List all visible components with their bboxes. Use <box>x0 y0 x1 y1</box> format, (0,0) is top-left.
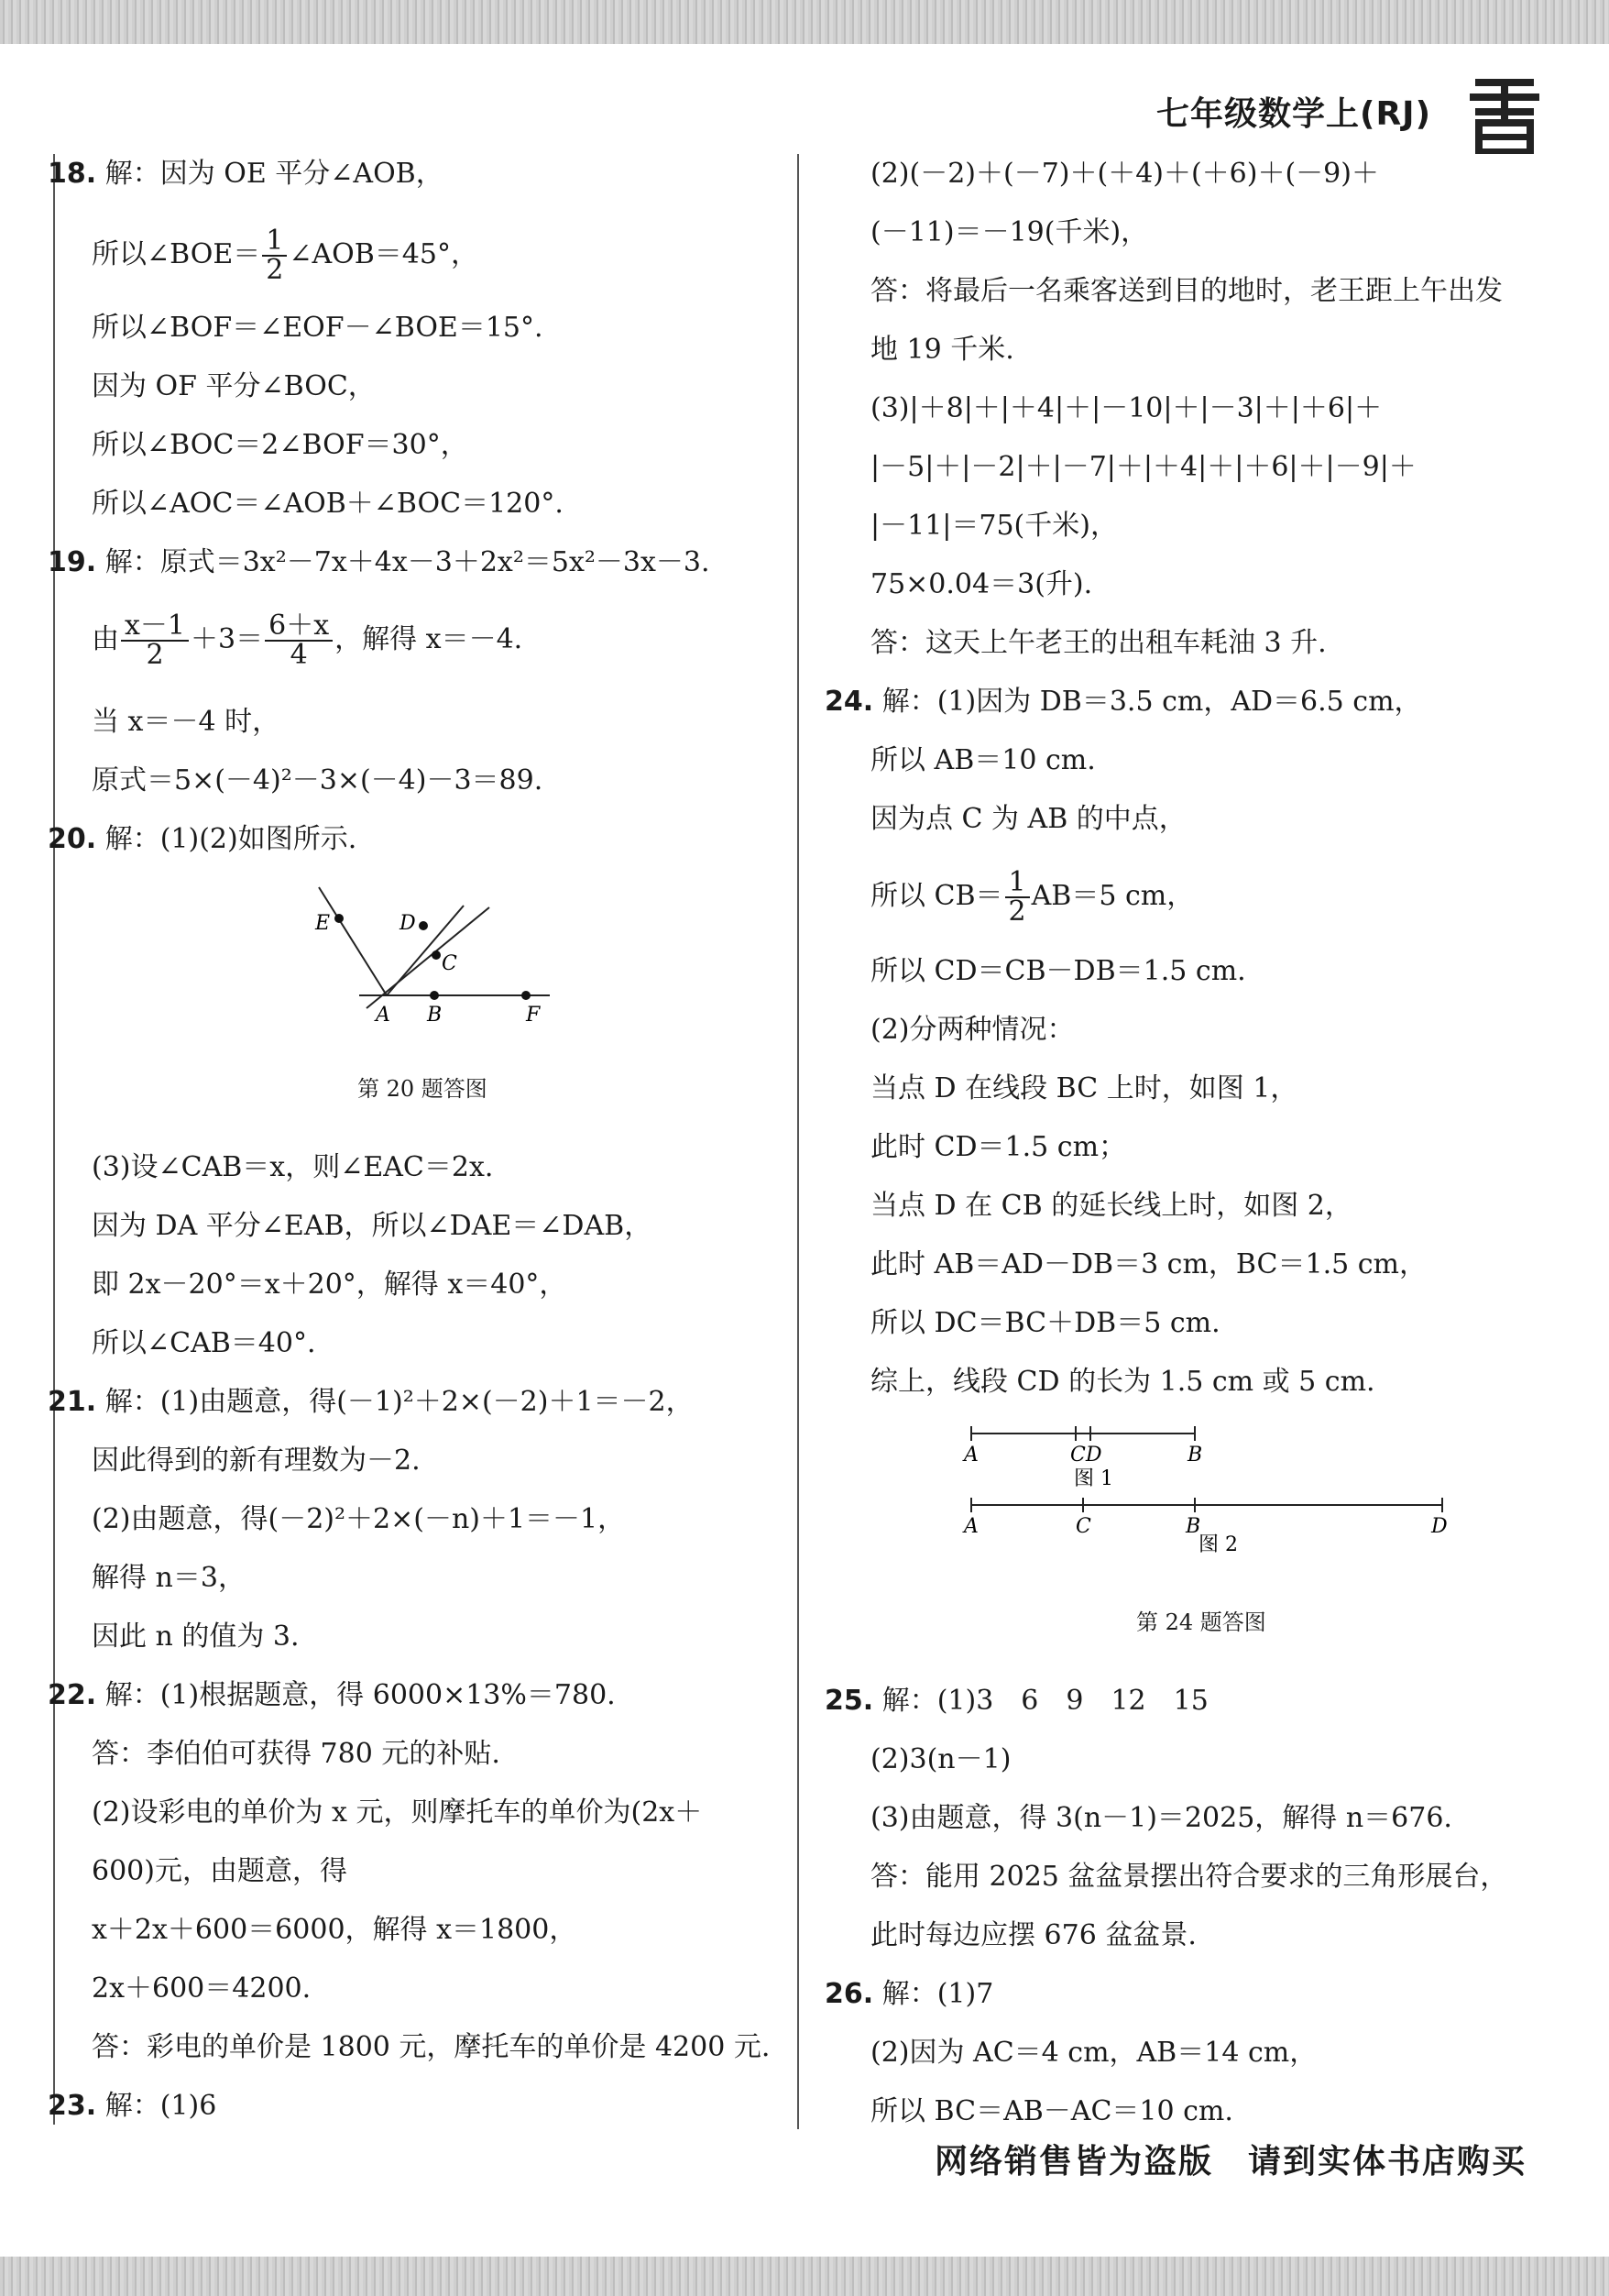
question-25-line-3: (3)由题意，得 3(n－1)＝2025，解得 n＝676. <box>870 1802 1452 1834</box>
solution-text: 解：(1)3 6 9 12 15 <box>881 1685 1209 1717</box>
question-18-line-6: 所以∠AOC＝∠AOB＋∠BOC＝120°. <box>92 488 564 520</box>
question-23-line-6: (3)|＋8|＋|＋4|＋|－10|＋|－3|＋|＋6|＋ <box>870 392 1383 424</box>
question-21-line-2: 因此得到的新有理数为－2. <box>92 1445 421 1477</box>
figure-24-caption: 第 24 题答图 <box>1136 1609 1266 1635</box>
label-fig2-A: A <box>964 1515 979 1538</box>
question-22-line-5: x＋2x＋600＝6000，解得 x＝1800， <box>92 1914 577 1946</box>
solution-text: AB＝5 cm， <box>1031 880 1195 912</box>
question-26-line-2: (2)因为 AC＝4 cm，AB＝14 cm， <box>870 2037 1318 2069</box>
solution-text: 解：(1)(2)如图所示. <box>104 823 357 855</box>
point-E <box>334 914 344 923</box>
question-24-line-12: 综上，线段 CD 的长为 1.5 cm 或 5 cm. <box>870 1366 1375 1398</box>
question-18-line-3: 所以∠BOF＝∠EOF－∠BOE＝15°. <box>92 312 543 344</box>
fraction <box>121 612 189 669</box>
question-24-line-2: 所以 AB＝10 cm. <box>870 744 1096 776</box>
question-number: 20. <box>48 823 97 855</box>
label-fig1-CD: CD <box>1070 1444 1102 1467</box>
label-D: D <box>400 912 416 935</box>
question-23-line-10: 答：这天上午老王的出租车耗油 3 升. <box>870 627 1327 659</box>
label-A: A <box>376 1004 390 1027</box>
left-margin-rule <box>53 154 55 2125</box>
question-18-line-5: 所以∠BOC＝2∠BOF＝30°， <box>92 429 468 461</box>
point-C <box>432 950 441 960</box>
fraction-denominator: 2 <box>1008 895 1026 928</box>
question-25-line-2: (2)3(n－1) <box>870 1743 1012 1775</box>
solution-text: ＋3＝ <box>191 623 264 655</box>
fraction <box>1005 866 1030 928</box>
question-22-line-6: 2x＋600＝4200. <box>92 1972 312 2005</box>
question-number: 24. <box>825 686 874 718</box>
question-24-line-4 <box>870 866 1195 928</box>
question-23-line-9: 75×0.04＝3(升). <box>870 568 1093 600</box>
question-18-line-4: 因为 OF 平分∠BOC， <box>92 370 376 402</box>
question-number: 25. <box>825 1685 874 1717</box>
fraction-numerator: 1 <box>262 227 287 257</box>
point-F <box>521 991 531 1000</box>
question-24-line-5: 所以 CD＝CB－DB＝1.5 cm. <box>870 955 1246 987</box>
label-fig1-A: A <box>964 1444 979 1467</box>
question-20-line-4: 即 2x－20°＝x＋20°，解得 x＝40°， <box>92 1269 567 1301</box>
question-19-line-1 <box>48 544 710 581</box>
fraction-numerator: x－1 <box>121 612 189 642</box>
bottom-scan-band <box>0 2257 1609 2296</box>
solution-text: ∠AOB＝45°， <box>289 238 478 270</box>
figure-20-caption: 第 20 题答图 <box>357 1076 487 1102</box>
fraction-denominator: 2 <box>146 639 164 671</box>
question-number: 23. <box>48 2090 97 2122</box>
question-23-line-8: |－11|＝75(千米)， <box>870 510 1118 542</box>
label-fig2-B: B <box>1186 1515 1201 1538</box>
question-23-line-7: |－5|＋|－2|＋|－7|＋|＋4|＋|＋6|＋|－9|＋ <box>870 451 1417 483</box>
question-18-line-2 <box>92 227 478 284</box>
question-21-line-3: (2)由题意，得(－2)²＋2×(－n)＋1＝－1， <box>92 1503 626 1535</box>
question-21-line-5: 因此 n 的值为 3. <box>92 1620 300 1653</box>
question-22-line-3: (2)设彩电的单价为 x 元，则摩托车的单价为(2x＋ <box>92 1796 703 1829</box>
line-through-A <box>367 907 489 1008</box>
question-24-line-9: 当点 D 在 CB 的延长线上时，如图 2， <box>870 1190 1352 1222</box>
question-24-line-7: 当点 D 在线段 BC 上时，如图 1， <box>870 1072 1298 1104</box>
question-23-line-4: 答：将最后一名乘客送到目的地时，老王距上午出发 <box>870 275 1503 307</box>
question-number: 19. <box>48 546 97 578</box>
question-number: 22. <box>48 1679 97 1711</box>
fraction-denominator: 4 <box>290 639 308 671</box>
question-21-line-4: 解得 n＝3， <box>92 1562 246 1594</box>
label-fig1-B: B <box>1188 1444 1203 1467</box>
question-24-line-6: (2)分两种情况： <box>870 1014 1075 1046</box>
top-scan-band <box>0 0 1609 44</box>
question-23-line-1 <box>48 2088 216 2125</box>
solution-text: ，解得 x＝－4. <box>334 623 523 655</box>
question-21-line-1 <box>48 1384 694 1421</box>
fraction-numerator: 6＋x <box>265 612 333 642</box>
question-22-line-7: 答：彩电的单价是 1800 元，摩托车的单价是 4200 元. <box>92 2031 771 2063</box>
question-23-line-3: (－11)＝－19(千米)， <box>870 216 1149 248</box>
question-20-figure <box>302 880 559 1036</box>
question-22-line-1 <box>48 1677 616 1714</box>
question-number: 21. <box>48 1386 97 1418</box>
solution-text: 解：(1)6 <box>104 2090 217 2122</box>
question-24-line-10: 此时 AB＝AD－DB＝3 cm，BC＝1.5 cm， <box>870 1248 1427 1280</box>
question-25-line-4: 答：能用 2025 盆盆景摆出符合要求的三角形展台， <box>870 1861 1508 1893</box>
solution-text: 由 <box>92 623 119 655</box>
question-19-line-3: 当 x＝－4 时， <box>92 706 280 738</box>
ray-AE <box>319 887 387 995</box>
question-25-line-1 <box>825 1683 1209 1719</box>
question-22-line-2: 答：李伯伯可获得 780 元的补贴. <box>92 1738 500 1770</box>
solution-text: 解：原式＝3x²－7x＋4x－3＋2x²＝5x²－3x－3. <box>104 546 710 578</box>
column-divider <box>797 154 799 2129</box>
question-20-line-2: (3)设∠CAB＝x，则∠EAC＝2x. <box>92 1151 494 1183</box>
page-header-title: 七年级数学上(RJ) <box>1156 95 1432 133</box>
solution-text: 解：(1)由题意，得(－1)²＋2×(－2)＋1＝－2， <box>104 1386 694 1418</box>
question-24-line-8: 此时 CD＝1.5 cm； <box>870 1131 1127 1163</box>
question-20-line-5: 所以∠CAB＝40°. <box>92 1327 316 1359</box>
question-20-line-3: 因为 DA 平分∠EAB，所以∠DAE＝∠DAB， <box>92 1210 652 1242</box>
solution-text: 所以 CB＝ <box>870 880 1003 912</box>
label-fig2-D: D <box>1431 1515 1448 1538</box>
solution-text: 解：(1)7 <box>881 1978 994 2010</box>
question-20-line-1 <box>48 821 356 858</box>
question-24-line-3: 因为点 C 为 AB 的中点， <box>870 803 1187 835</box>
label-E: E <box>315 912 331 935</box>
solution-text: 解：因为 OE 平分∠AOB， <box>104 158 443 190</box>
question-25-line-5: 此时每边应摆 676 盆盆景. <box>870 1919 1197 1951</box>
solution-text: 解：(1)根据题意，得 6000×13%＝780. <box>104 1679 616 1711</box>
question-19-line-4: 原式＝5×(－4)²－3×(－4)－3＝89. <box>92 764 543 796</box>
solution-text: 所以∠BOE＝ <box>92 238 261 270</box>
point-B <box>430 991 439 1000</box>
label-fig2: 图 2 <box>1199 1533 1238 1556</box>
question-19-line-2 <box>92 612 522 669</box>
question-number: 18. <box>48 158 97 190</box>
fraction <box>262 227 287 284</box>
solution-text: 解：(1)因为 DB＝3.5 cm，AD＝6.5 cm， <box>881 686 1422 718</box>
question-26-line-1 <box>825 1976 993 2013</box>
question-23-line-2: (2)(－2)＋(－7)＋(＋4)＋(＋6)＋(－9)＋ <box>870 158 1379 190</box>
question-24-line-11: 所以 DC＝BC＋DB＝5 cm. <box>870 1307 1220 1339</box>
label-F: F <box>526 1004 541 1027</box>
point-D <box>419 921 428 930</box>
label-fig2-C: C <box>1076 1515 1091 1538</box>
fraction-denominator: 2 <box>266 254 284 286</box>
question-23-line-5: 地 19 千米. <box>870 334 1014 366</box>
anti-piracy-footer: 网络销售皆为盗版 请到实体书店购买 <box>935 2143 1527 2181</box>
label-fig1: 图 1 <box>1074 1467 1113 1490</box>
question-18-line-1 <box>48 156 443 192</box>
question-22-line-4: 600)元，由题意，得 <box>92 1855 347 1887</box>
question-24-figure <box>953 1419 1466 1565</box>
fraction-numerator: 1 <box>1005 869 1030 898</box>
label-B: B <box>427 1004 443 1027</box>
book-logo-icon <box>1466 75 1543 154</box>
question-26-line-3: 所以 BC＝AB－AC＝10 cm. <box>870 2095 1233 2127</box>
fraction <box>265 612 333 669</box>
question-24-line-1 <box>825 684 1422 720</box>
label-C: C <box>442 952 457 975</box>
question-number: 26. <box>825 1978 874 2010</box>
